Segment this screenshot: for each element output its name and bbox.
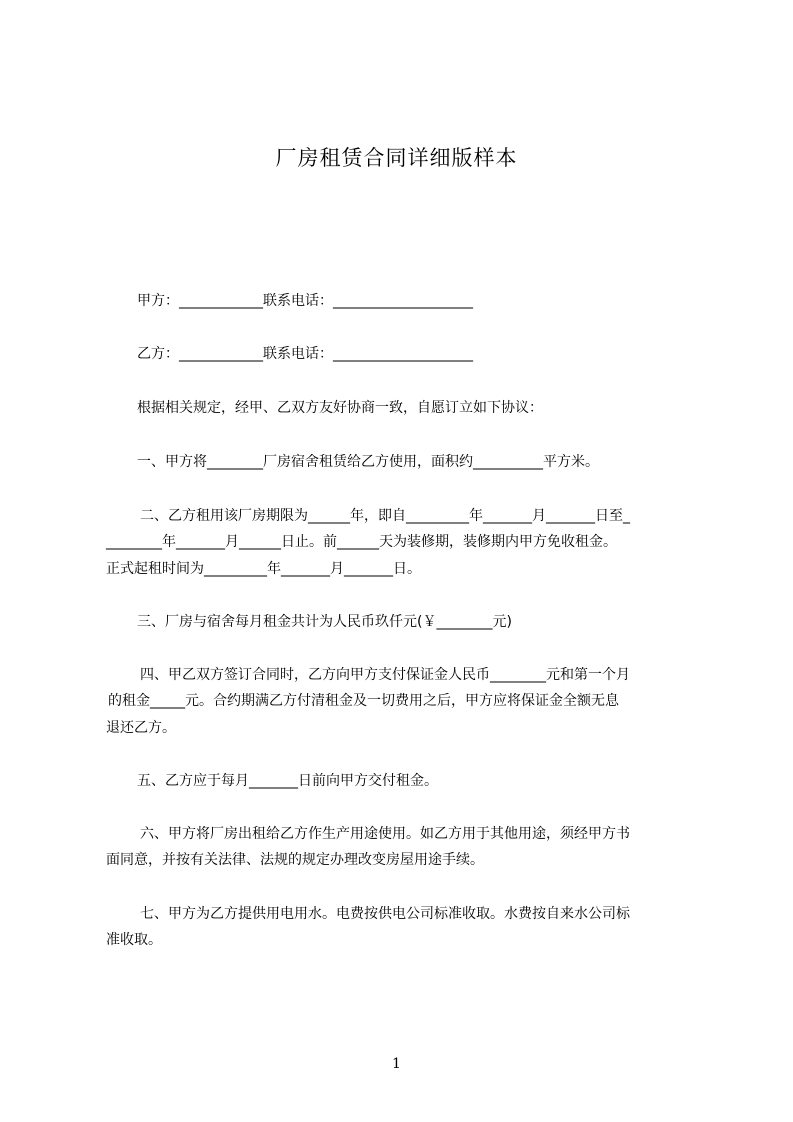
document-title: 厂房租赁合同详细版样本: [275, 146, 518, 170]
party-a-line: 甲方：____________联系电话：____________________: [137, 293, 473, 309]
clause-7-line-2: 准收取。: [106, 932, 162, 948]
clause-7-line-1: 七、甲方为乙方提供用电用水。电费按供电公司标准收取。水费按自来水公司标: [140, 906, 630, 922]
clause-6-line-2: 面同意，并按有关法律、法规的规定办理改变房屋用途手续。: [106, 852, 484, 868]
clause-4-line-3: 退还乙方。: [106, 720, 176, 736]
clause-2-line-1: 二、乙方租用该厂房期限为______年，即自_________年_______月_______日至_: [140, 508, 630, 524]
clause-3: 三、厂房与宿舍每月租金共计为人民币玖仟元(￥________元): [137, 614, 512, 630]
clause-4-line-1: 四、甲乙双方签订合同时，乙方向甲方支付保证金人民币________元和第一个月: [140, 667, 630, 683]
party-b-line: 乙方：____________联系电话：____________________: [137, 346, 473, 362]
clause-4-line-2: 的租金_____元。合约期满乙方付清租金及一切费用之后，甲方应将保证金全额无息: [108, 693, 619, 709]
clause-5: 五、乙方应于每月_______日前向甲方交付租金。: [137, 773, 438, 789]
clause-2-line-3: 正式起租时间为_________年_______月_______日。: [106, 561, 421, 577]
clause-2-line-2: ________年_______月______日止。前______天为装修期，装修期内甲方免收租金。: [106, 534, 617, 550]
clause-6-line-1: 六、甲方将厂房出租给乙方作生产用途使用。如乙方用于其他用途，须经甲方书: [140, 826, 630, 842]
clause-1: 一、甲方将________厂房宿舍租赁给乙方使用，面积约__________平方米。: [137, 454, 599, 470]
preamble-line: 根据相关规定，经甲、乙双方友好协商一致，自愿订立如下协议：: [137, 400, 543, 416]
page-number: 1: [392, 1056, 401, 1072]
